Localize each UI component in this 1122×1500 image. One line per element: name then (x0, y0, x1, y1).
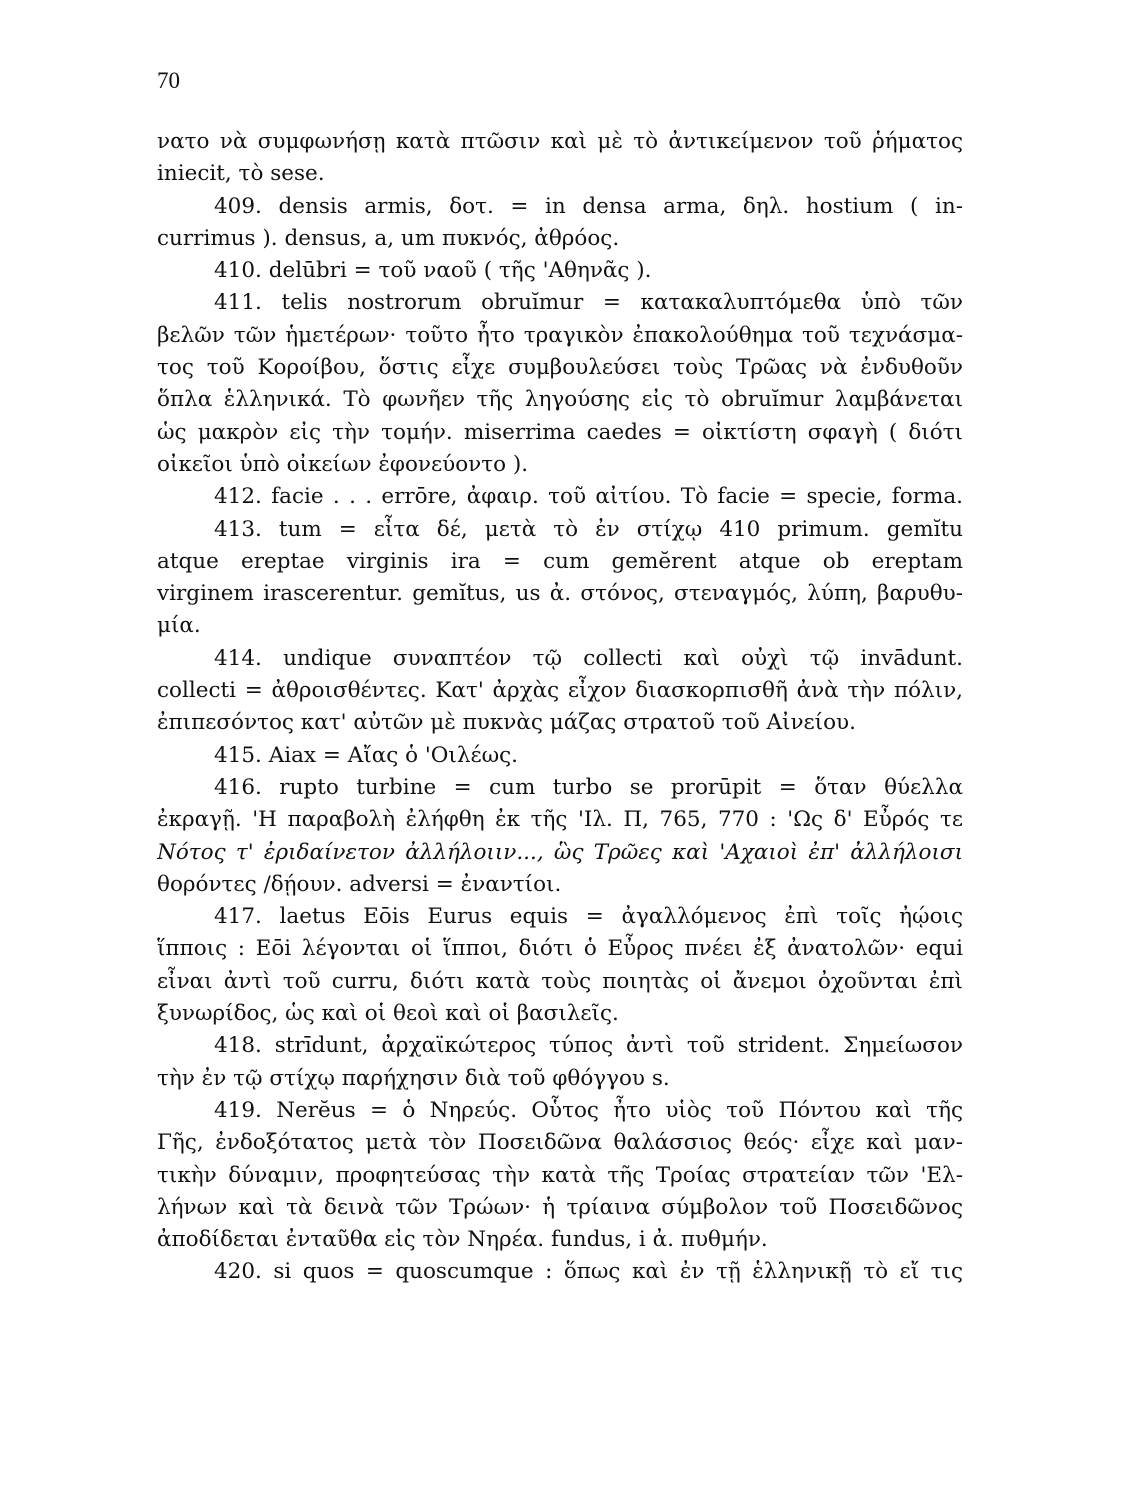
text-line: iniecit, τὸ sese. (157, 161, 325, 187)
text-line: 415. Aiax = Αἴας ὁ 'Οιλέως. (214, 742, 519, 768)
text-line: 413. tum = εἶτα δέ, μετὰ τὸ ἐν στίχῳ 410 primum. gemĭtu (214, 516, 963, 542)
text-line: ἀποδίδεται ἐνταῦθα εἰς τὸν Νηρέα. fundus, i ἀ. πυθμήν. (157, 1227, 768, 1253)
text-line: ἵπποις : Eōi λέγονται οἱ ἵπποι, διότι ὁ Εὖρος πνέει ἐξ ἀνατολῶν· equi (157, 936, 963, 962)
text-line: 409. densis armis, δοτ. = in densa arma, δηλ. hostium ( in- (214, 193, 963, 219)
text-line: λήνων καὶ τὰ δεινὰ τῶν Τρώων· ἡ τρίαινα σύμβολον τοῦ Ποσειδῶνος (157, 1194, 963, 1220)
text-line: atque ereptae virginis ira = cum gemĕrent atque ob ereptam (157, 548, 963, 574)
text-line: 418. strīdunt, ἀρχαϊκώτερος τύπος ἀντὶ τοῦ strident. Σημείωσον (214, 1033, 963, 1059)
text-line: 414. undique συναπτέον τῷ collecti καὶ οὐχὶ τῷ invādunt. (214, 645, 963, 671)
text-line: εἶναι ἀντὶ τοῦ curru, διότι κατὰ τοὺς ποιητὰς οἱ ἄνεμοι ὀχοῦνται ἐπὶ (157, 968, 963, 994)
text-line: ἐπιπεσόντος κατ' αὐτῶν μὲ πυκνὰς μάζας στρατοῦ τοῦ Αἰνείου. (157, 710, 856, 736)
text-line: 416. rupto turbine = cum turbo se prorūpit = ὅταν θύελλα (214, 774, 963, 800)
text-line: 420. si quos = quoscumque : ὅπως καὶ ἐν τῇ ἑλληνικῇ τὸ εἴ τις (214, 1259, 963, 1285)
text-line: collecti = ἀθροισθέντες. Κατ' ἀρχὰς εἶχον διασκορπισθῆ ἀνὰ τὴν πόλιν, (157, 678, 963, 704)
text-line: τικὴν δύναμιν, προφητεύσας τὴν κατὰ τῆς Τροίας στρατείαν τῶν 'Ελ- (157, 1162, 963, 1188)
text-line: βελῶν τῶν ἡμετέρων· τοῦτο ἦτο τραγικὸν ἐπακολούθημα τοῦ τεχνάσμα- (157, 322, 963, 348)
text-line: 417. laetus Eōis Eurus equis = ἀγαλλόμενος ἐπὶ τοῖς ἠῴοις (214, 904, 963, 930)
text-line: 419. Nerĕus = ὁ Νηρεύς. Οὗτος ἦτο υἱὸς τοῦ Πόντου καὶ τῆς (214, 1097, 963, 1123)
text-line: Νότος τ' ἐριδαίνετον ἀλλήλοιιν..., ὣς Τρῶες καὶ 'Αχαιοὶ ἐπ' ἀλλήλοισι (157, 839, 963, 865)
text-line: τος τοῦ Κοροίβου, ὅστις εἶχε συμβουλεύσει τοὺς Τρῶας νὰ ἐνδυθοῦν (157, 355, 963, 381)
text-line: οἰκεῖοι ὑπὸ οἰκείων ἐφονεύοντο ). (157, 451, 529, 477)
text-line: νατο νὰ συμφωνήσῃ κατὰ πτῶσιν καὶ μὲ τὸ ἀντικείμενον τοῦ ῥήματος (157, 129, 963, 154)
text-line: Γῆς, ἐνδοξότατος μετὰ τὸν Ποσειδῶνα θαλάσσιος θεός· εἶχε καὶ μαν- (157, 1130, 963, 1156)
text-line: θορόντες /δῄουν. adversi = ἐναντίοι. (157, 871, 562, 897)
text-line: ὡς μακρὸν εἰς τὴν τομήν. miserrima caedes = οἰκτίστη σφαγὴ ( διότι (157, 419, 963, 445)
text-line: 412. facie . . . errōre, ἀφαιρ. τοῦ αἰτίου. Τὸ facie = specie, forma. (214, 484, 963, 510)
text-line: 411. telis nostrorum obruĭmur = κατακαλυπτόμεθα ὑπὸ τῶν (214, 290, 963, 316)
text-line: μία. (157, 613, 201, 639)
commentary-text (157, 126, 963, 1289)
text-line: τὴν ἐν τῷ στίχῳ παρήχησιν διὰ τοῦ φθόγγου s. (157, 1065, 670, 1091)
text-line: ξυνωρίδος, ὡς καὶ οἱ θεοὶ καὶ οἱ βασιλεῖς. (157, 1001, 619, 1027)
text-line: ὅπλα ἑλληνικά. Τὸ φωνῆεν τῆς ληγούσης εἰς τὸ obruĭmur λαμβάνεται (157, 387, 963, 413)
text-line: virginem irascerentur. gemĭtus, us ἀ. στόνος, στεναγμός, λύπη, βαρυθυ- (157, 581, 963, 607)
text-line: currimus ). densus, a, um πυκνός, ἀθρόος. (157, 225, 620, 251)
text-line: ἐκραγῇ. 'Η παραβολὴ ἐλήφθη ἐκ τῆς 'Ιλ. Π, 765, 770 : 'Ως δ' Εὖρός τε (157, 807, 963, 833)
text-line: 410. delūbri = τοῦ ναοῦ ( τῆς 'Αθηνᾶς ). (214, 258, 652, 284)
page-number: 70 (157, 68, 180, 93)
